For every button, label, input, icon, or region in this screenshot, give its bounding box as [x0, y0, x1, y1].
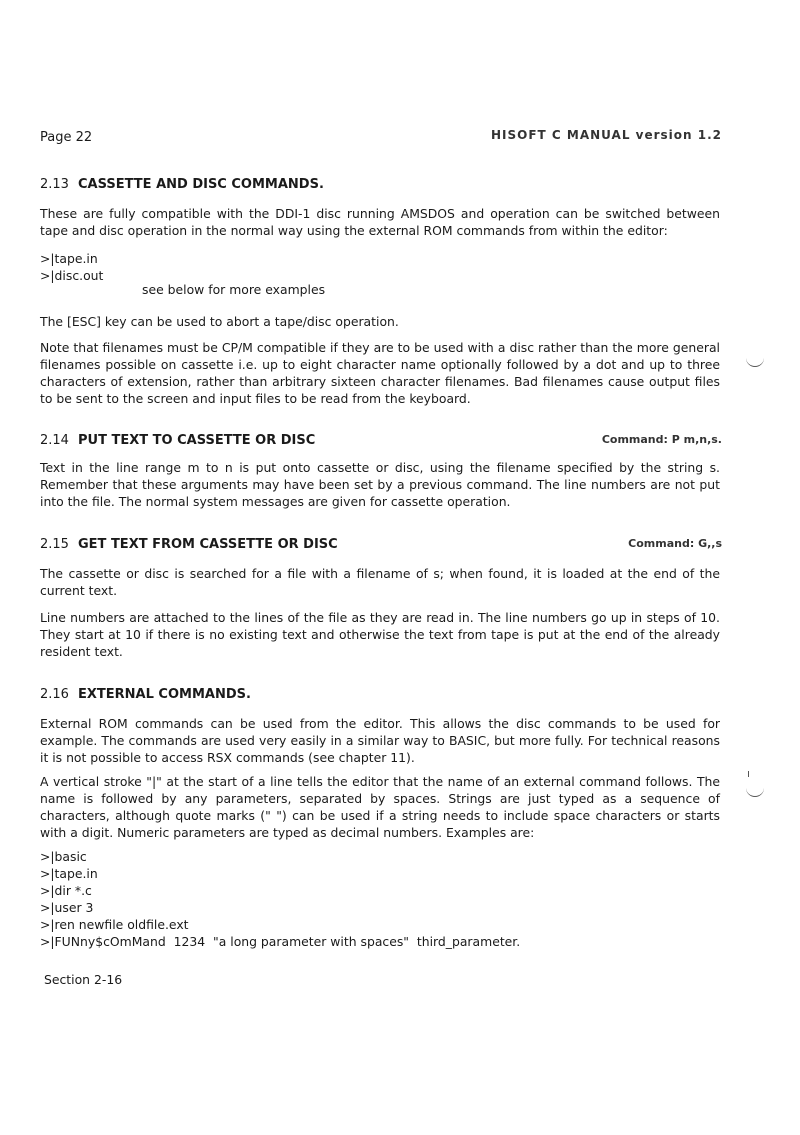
paragraph: These are fully compatible with the DDI-1 disc running AMSDOS and operation can be switched between tape and disc operation in the normal way using the external ROM commands from within the editor:	[40, 206, 720, 238]
paragraph: Note that filenames must be CP/M compatible if they are to be used with a disc rather than the more general filenames possible on cassette i.e. up to eight character name optionally followed by a dot and up to three characters of extension, rather than arbitrary sixteen character filenames. Bad filenames cause output files to be sent to the screen and input files to be read from the keyboard.	[40, 340, 720, 406]
manual-title: HISOFT C MANUAL version 1.2	[490, 128, 722, 142]
paragraph: External ROM commands can be used from the editor. This allows the disc commands to be used for example. The commands are used very easily in a similar way to BASIC, but more fully. For technical reasons it is not possible to access RSX commands (see chapter 11).	[40, 716, 720, 765]
section-number: 2.16	[40, 687, 69, 702]
code-line: >|ren newfile oldfile.ext	[40, 917, 189, 932]
section-title: PUT TEXT TO CASSETTE OR DISC	[78, 433, 316, 448]
page-number: Page 22	[40, 130, 93, 145]
section-title: GET TEXT FROM CASSETTE OR DISC	[78, 537, 338, 552]
paragraph: The cassette or disc is searched for a file with a filename of s; when found, it is loaded at the end of the current text.	[40, 566, 720, 598]
paragraph: A vertical stroke "|" at the start of a line tells the editor that the name of an external command follows. The name is followed by any parameters, separated by spaces. Strings are just typed as a sequence of characters, although quote marks (" ") can be used if a string needs to include space characters or starts with a digit. Numeric parameters are typed as decimal numbers. Examples are:	[40, 774, 720, 840]
section-footer: Section 2-16	[44, 972, 123, 987]
section-number: 2.15	[40, 537, 69, 552]
section-title: EXTERNAL COMMANDS.	[78, 687, 251, 702]
section-heading-2-16	[40, 687, 251, 702]
section-heading-2-15	[40, 537, 338, 552]
code-line: >|FUNny$cOmMand 1234 "a long parameter with spaces" third_parameter.	[40, 934, 521, 949]
paragraph: Text in the line range m to n is put onto cassette or disc, using the filename specified by the string s. Remember that these arguments may have been set by a previous command. The line numbers are not put into the file. The normal system messages are given for cassette operation.	[40, 460, 720, 509]
indented-note: see below for more examples	[142, 282, 326, 297]
command-syntax: Command: G,,s	[628, 537, 722, 550]
section-number: 2.14	[40, 433, 69, 448]
section-heading-2-14	[40, 433, 315, 448]
margin-mark	[746, 786, 764, 797]
code-line: >|tape.in	[40, 866, 98, 881]
code-line: >|user 3	[40, 900, 94, 915]
code-line: >|dir *.c	[40, 883, 92, 898]
section-title: CASSETTE AND DISC COMMANDS.	[78, 177, 324, 192]
code-line: >|disc.out	[40, 268, 104, 283]
command-syntax: Command: P m,n,s.	[601, 433, 722, 446]
margin-mark	[748, 771, 752, 777]
paragraph: The [ESC] key can be used to abort a tape/disc operation.	[40, 314, 399, 329]
code-line: >|tape.in	[40, 251, 98, 266]
code-block	[40, 250, 103, 284]
section-heading-2-13	[40, 177, 324, 192]
paragraph: Line numbers are attached to the lines of the file as they are read in. The line numbers go up in steps of 10. They start at 10 if there is no existing text and otherwise the text from tape is put at the end of the already resident text.	[40, 610, 720, 659]
examples-code-block	[40, 848, 520, 950]
code-line: >|basic	[40, 849, 87, 864]
section-number: 2.13	[40, 177, 69, 192]
margin-mark	[746, 356, 764, 367]
